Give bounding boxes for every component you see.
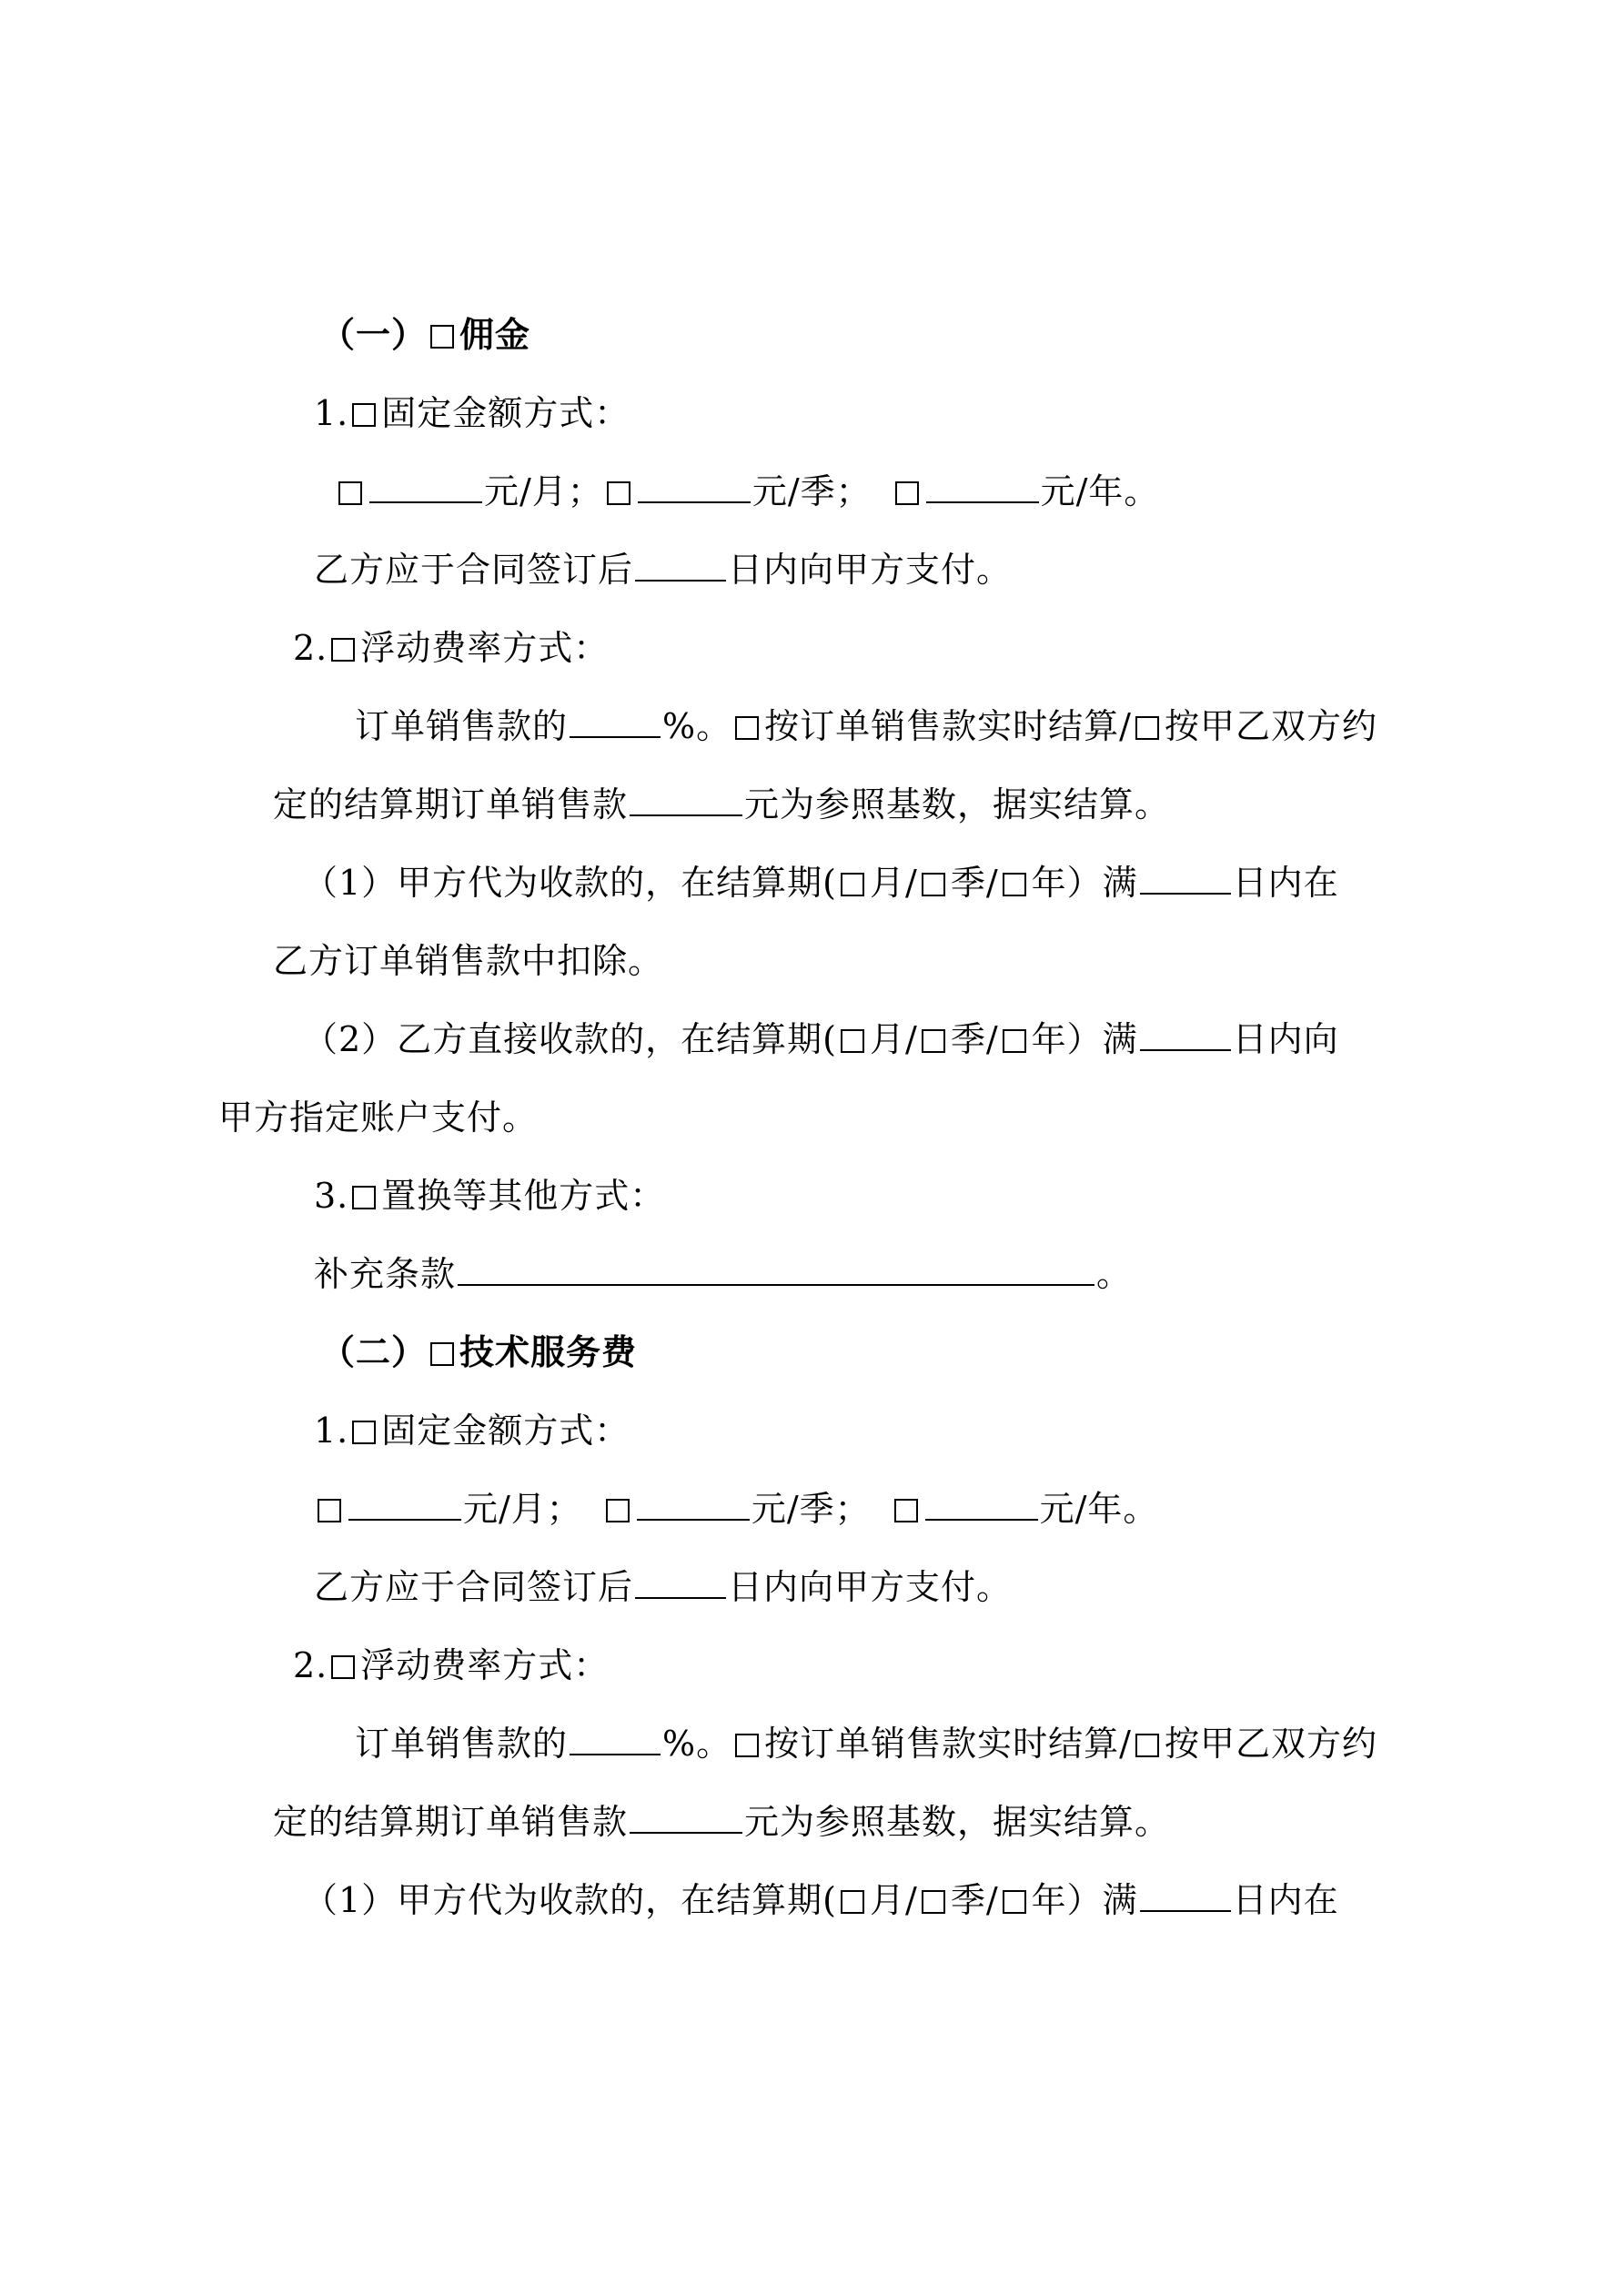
other-method-option — [314, 1172, 665, 1219]
checkbox[interactable] — [430, 1342, 454, 1366]
checkbox[interactable] — [331, 638, 355, 662]
checkbox[interactable] — [735, 1734, 759, 1757]
supplementary-blank-field[interactable] — [458, 1251, 1094, 1286]
checkbox[interactable] — [841, 1890, 864, 1914]
heading-prefix: （一） — [320, 314, 428, 355]
heading-prefix: （二） — [320, 1331, 428, 1372]
blank-field[interactable] — [630, 782, 742, 816]
item-label: 浮动费率方式： — [360, 628, 610, 668]
payment-term: 乙方应于合同签订后 日内向甲方支付。 — [314, 1563, 1012, 1611]
item-label: 固定金额方式： — [381, 393, 630, 433]
clause-1-cont: 乙方订单销售款中扣除。 — [273, 941, 664, 981]
floating-rate-detail: 订单销售款的 %。 按订单销售款实时结算/ 按甲乙双方约 — [355, 703, 1377, 750]
fixed-amount-option — [314, 389, 630, 437]
blank-field[interactable] — [369, 469, 482, 503]
payment-term: 乙方应于合同签订后 日内向甲方支付。 — [314, 546, 1012, 593]
checkbox[interactable] — [607, 481, 630, 505]
checkbox[interactable] — [352, 403, 376, 427]
blank-field[interactable] — [926, 469, 1039, 503]
blank-field[interactable] — [638, 469, 751, 503]
checkbox[interactable] — [331, 1655, 355, 1679]
floating-rate-option — [293, 1642, 609, 1689]
floating-rate-option — [293, 624, 609, 672]
checkbox[interactable] — [352, 1421, 376, 1444]
item-number: 2. — [293, 1645, 328, 1685]
fixed-amount-units — [335, 468, 1159, 515]
checkbox[interactable] — [735, 716, 759, 740]
checkbox[interactable] — [922, 873, 945, 896]
section-heading-tech-service-fee — [320, 1329, 637, 1376]
supplementary-clause: 补充条款 。 — [314, 1250, 1132, 1298]
blank-field[interactable] — [348, 1486, 461, 1521]
blank-field[interactable] — [637, 1486, 750, 1521]
clause-2: （2）乙方直接收款的，在结算期( 月/ 季/ 年）满 日内向 — [303, 1016, 1339, 1063]
blank-field[interactable] — [570, 1721, 661, 1755]
checkbox[interactable] — [922, 1890, 945, 1914]
checkbox[interactable] — [606, 1499, 630, 1522]
floating-rate-detail: 订单销售款的 %。 按订单销售款实时结算/ 按甲乙双方约 — [355, 1720, 1377, 1767]
checkbox[interactable] — [894, 1499, 918, 1522]
checkbox[interactable] — [318, 1499, 341, 1522]
fixed-amount-units — [314, 1485, 1158, 1532]
unit-quarter: 元/季； — [751, 471, 872, 511]
blank-field[interactable] — [1140, 1877, 1231, 1912]
checkbox[interactable] — [841, 873, 864, 896]
clause-1: （1）甲方代为收款的，在结算期( 月/ 季/ 年）满 日内在 — [303, 859, 1339, 906]
unit-quarter: 元/季； — [751, 1489, 871, 1529]
item-number: 1. — [314, 393, 349, 433]
item-label: 固定金额方式： — [381, 1411, 630, 1451]
blank-field[interactable] — [1140, 860, 1231, 895]
blank-field[interactable] — [570, 703, 661, 738]
item-number: 2. — [293, 628, 328, 668]
checkbox[interactable] — [352, 1186, 376, 1209]
checkbox[interactable] — [1003, 1029, 1026, 1053]
checkbox[interactable] — [922, 1029, 945, 1053]
fixed-amount-option — [314, 1407, 630, 1454]
checkbox[interactable] — [430, 325, 454, 349]
blank-field[interactable] — [635, 1564, 726, 1599]
clause-2-cont: 甲方指定账户支付。 — [218, 1097, 539, 1138]
checkbox[interactable] — [1135, 1734, 1159, 1757]
checkbox[interactable] — [895, 481, 919, 505]
unit-month: 元/月； — [484, 471, 603, 511]
item-number: 1. — [314, 1411, 349, 1451]
blank-field[interactable] — [630, 1799, 742, 1834]
section-heading-commission — [320, 311, 530, 359]
checkbox[interactable] — [1003, 1890, 1026, 1914]
unit-month: 元/月； — [463, 1489, 582, 1529]
floating-rate-detail-cont: 定的结算期订单销售款 元为参照基数，据实结算。 — [273, 781, 1170, 828]
blank-field[interactable] — [635, 547, 726, 582]
item-label: 浮动费率方式： — [360, 1645, 610, 1685]
checkbox[interactable] — [338, 481, 362, 505]
checkbox[interactable] — [1003, 873, 1026, 896]
heading-title: 技术服务费 — [459, 1331, 638, 1372]
heading-title: 佣金 — [459, 314, 531, 355]
clause-1: （1）甲方代为收款的，在结算期( 月/ 季/ 年）满 日内在 — [303, 1876, 1339, 1924]
checkbox[interactable] — [841, 1029, 864, 1053]
item-number: 3. — [314, 1176, 349, 1216]
checkbox[interactable] — [1135, 716, 1159, 740]
blank-field[interactable] — [925, 1486, 1038, 1521]
blank-field[interactable] — [1140, 1017, 1231, 1051]
floating-rate-detail-cont: 定的结算期订单销售款 元为参照基数，据实结算。 — [273, 1798, 1170, 1846]
unit-year: 元/年。 — [1040, 471, 1160, 511]
item-label: 置换等其他方式： — [381, 1176, 666, 1216]
unit-year: 元/年。 — [1039, 1489, 1159, 1529]
